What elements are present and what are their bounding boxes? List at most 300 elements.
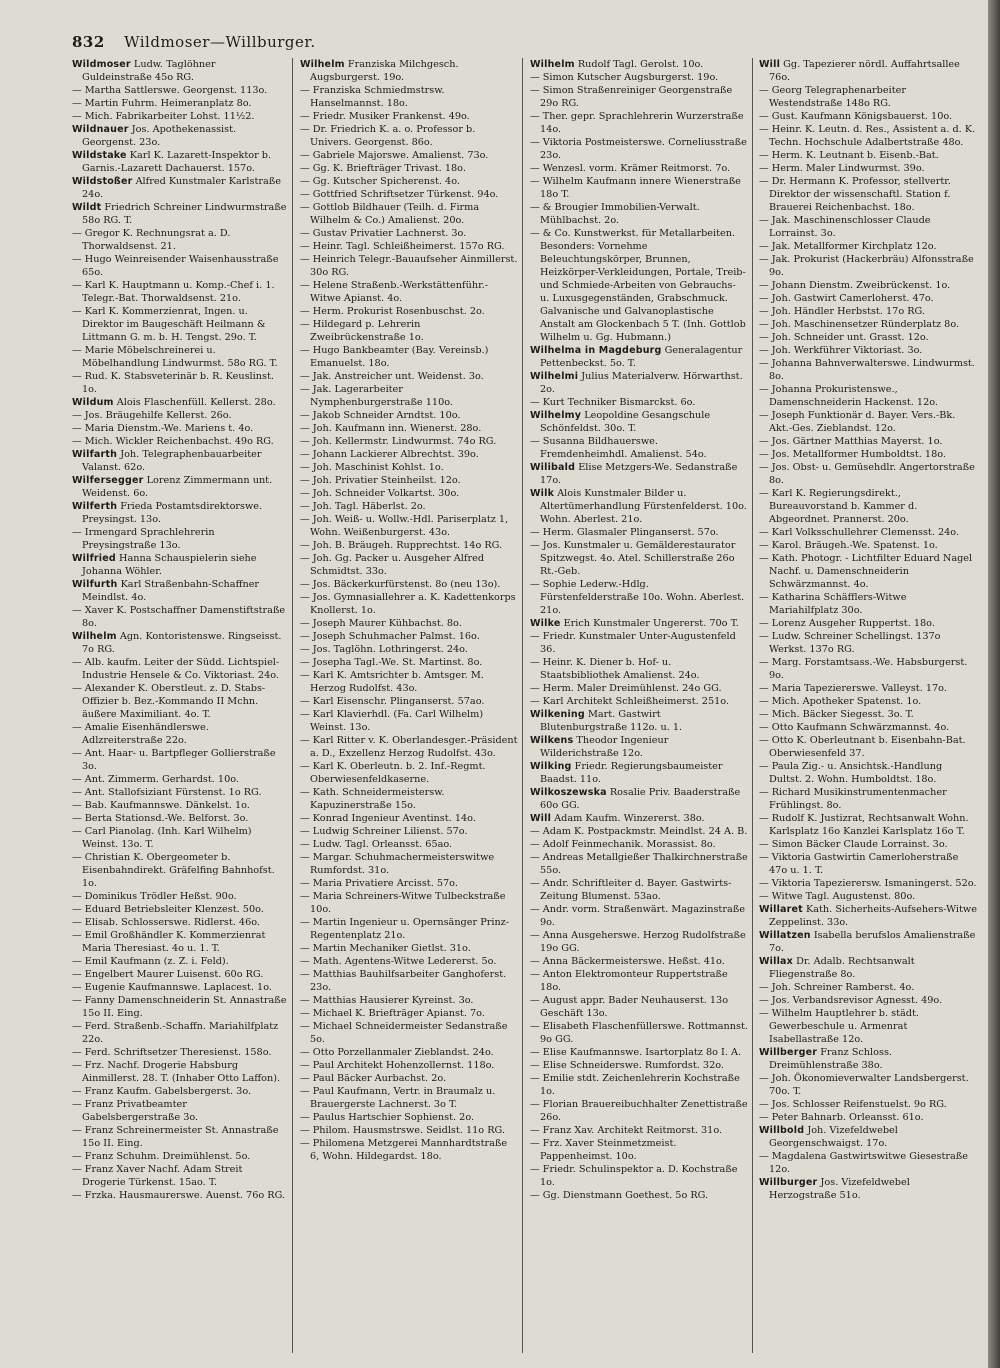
entry-text: — Marie Möbelschreinerei u. Möbelhandlung Lindwurmst. 58o RG. T. [72, 345, 278, 369]
entry-surname: Wilfurth [72, 579, 118, 590]
directory-entry [530, 734, 748, 760]
directory-entry [759, 552, 977, 591]
directory-entry [759, 630, 977, 656]
entry-text: Elise Metzgers-We. Sedanstraße 17o. [540, 462, 738, 486]
directory-entry [530, 1020, 748, 1046]
entry-text: — Johann Lackierer Albrechtst. 39o. [300, 449, 479, 460]
entry-text: — Heinrich Telegr.-Bauaufseher Ainmillerst. 30o RG. [300, 254, 518, 278]
directory-entry [530, 58, 748, 71]
entry-text: — Jos. Taglöhn. Lothringerst. 24o. [300, 644, 468, 655]
directory-entry [300, 448, 518, 461]
directory-entry [759, 903, 977, 929]
entry-text: — Martin Fuhrm. Heimeranplatz 8o. [72, 98, 252, 109]
entry-text: — Hildegard p. Lehrerin Zweibrückenstraße 1o. [300, 319, 424, 343]
directory-entry [72, 578, 287, 604]
directory-entry [300, 240, 518, 253]
directory-entry [72, 981, 287, 994]
entry-text: — Richard Musikinstrumentenmacher Frühlingst. 8o. [759, 787, 947, 811]
entry-surname: Willaret [759, 904, 803, 915]
directory-entry [759, 344, 977, 357]
entry-text: Alfred Kunstmaler Karlstraße 24o. [82, 176, 281, 200]
entry-text: — Gg. K. Briefträger Trivast. 18o. [300, 163, 466, 174]
entry-text: Joh. Vizefeldwebel Georgenschwaigst. 17o. [769, 1125, 898, 1149]
entry-surname: Wilfried [72, 553, 116, 564]
directory-entry [72, 1098, 287, 1124]
directory-entry [530, 708, 748, 734]
directory-entry [759, 110, 977, 123]
entry-text: — Josepha Tagl.-We. St. Martinst. 8o. [300, 657, 483, 668]
entry-text: Agn. Kontoristenswe. Ringseisst. 7o RG. [82, 631, 282, 655]
directory-entry [300, 786, 518, 812]
entry-surname: Willatzen [759, 930, 811, 941]
entry-text: — Matthias Bauhilfsarbeiter Ganghoferst. 23o. [300, 969, 507, 993]
entry-text: — Viktoria Postmeisterswe. Corneliusstraße 23o. [530, 137, 747, 161]
directory-entry [759, 1046, 977, 1072]
entry-text: — Ant. Stallofsiziant Fürstenst. 1o RG. [72, 787, 262, 798]
entry-surname: Will [759, 59, 781, 70]
entry-text: — Philom. Hausmstrswe. Seidlst. 11o RG. [300, 1125, 505, 1136]
entry-text: — Johann Dienstm. Zweibrückenst. 1o. [759, 280, 951, 291]
entry-text: — Karl Volksschullehrer Clemensst. 24o. [759, 527, 960, 538]
directory-entry [530, 1046, 748, 1059]
directory-entry [759, 721, 977, 734]
directory-entry [759, 240, 977, 253]
directory-entry [300, 1007, 518, 1020]
entry-text: — Philomena Metzgerei Mannhardtstraße 6, Wohn. Hildegardst. 18o. [300, 1138, 508, 1162]
directory-entry [300, 1085, 518, 1111]
entry-text: — Lorenz Ausgeher Ruppertst. 18o. [759, 618, 935, 629]
directory-entry [300, 851, 518, 877]
entry-text: — Elisab. Schlosserswe. Ridlerst. 46o. [72, 917, 260, 928]
directory-entry [530, 578, 748, 617]
directory-entry [759, 1098, 977, 1111]
entry-text: — Friedr. Kunstmaler Unter-Augustenfeld 36. [530, 631, 736, 655]
entry-text: — Paula Zig.- u. Ansichtsk.-Handlung Dultst. 2. Wohn. Humboldtst. 18o. [759, 761, 943, 785]
directory-entry [759, 734, 977, 760]
directory-entry [300, 149, 518, 162]
entry-text: — Marg. Forstamtsass.-We. Habsburgerst. 9o. [759, 657, 968, 681]
entry-text: — Mich. Bäcker Siegesst. 3o. T. [759, 709, 914, 720]
directory-entry [530, 1072, 748, 1098]
directory-entry [72, 279, 287, 305]
directory-entry [300, 1124, 518, 1137]
directory-entry [300, 539, 518, 552]
directory-entry [759, 1124, 977, 1150]
directory-entry [300, 1046, 518, 1059]
entry-text: — Dominikus Trödler Heßst. 90o. [72, 891, 237, 902]
directory-entry [300, 513, 518, 539]
entry-text: — Joseph Schuhmacher Palmst. 16o. [300, 631, 480, 642]
entry-text: — Karl K. Regierungsdirekt., Bureauvorstand b. Kammer d. Abgeordnet. Prannerst. 20o. [759, 488, 918, 525]
directory-entry [759, 591, 977, 617]
entry-text: — Johanna Bahnverwalterswe. Lindwurmst. 8o. [759, 358, 975, 382]
entry-surname: Wilfarth [72, 449, 118, 460]
entry-text: — August appr. Bader Neuhauserst. 13o Geschäft 13o. [530, 995, 729, 1019]
entry-text: — Jak. Lagerarbeiter Nymphenburgerstraße 110o. [300, 384, 453, 408]
entry-surname: Wildmoser [72, 59, 131, 70]
directory-entry [72, 682, 287, 721]
directory-entry [72, 97, 287, 110]
directory-entry [759, 448, 977, 461]
directory-entry [530, 409, 748, 435]
entry-surname: Wilhelm [300, 59, 345, 70]
directory-entry [300, 617, 518, 630]
entry-surname: Wildstake [72, 150, 127, 161]
entry-text: — Herm. Prokurist Rosenbuschst. 2o. [300, 306, 485, 317]
entry-text: — Alexander K. Oberstleut. z. D. Stabs-Offizier b. Bez.-Kommando II Mchn. äußere Maximiliant. 4o. T. [72, 683, 266, 720]
entry-text: — Wilhelm Hauptlehrer b. städt. Gewerbeschule u. Armenrat Isabellastraße 12o. [759, 1008, 919, 1045]
entry-surname: Wilkoszewska [530, 787, 607, 798]
entry-text: — Rudolf K. Justizrat, Rechtsanwalt Wohn. Karlsplatz 16o Kanzlei Karlsplatz 16o T. [759, 813, 969, 837]
directory-entry [530, 1163, 748, 1189]
directory-entry [530, 461, 748, 487]
directory-entry [300, 994, 518, 1007]
directory-entry [72, 110, 287, 123]
entry-text: — Gust. Kaufmann Königsbauerst. 10o. [759, 111, 953, 122]
entry-text: — Joh. Maschinist Kohlst. 1o. [300, 462, 444, 473]
entry-text: — Jak. Anstreicher unt. Weidenst. 3o. [300, 371, 484, 382]
directory-entry [530, 201, 748, 227]
directory-entry [300, 812, 518, 825]
directory-entry [300, 877, 518, 890]
directory-entry [530, 84, 748, 110]
directory-entry [300, 201, 518, 227]
entry-surname: Willbold [759, 1125, 805, 1136]
entry-text: — Otto Kaufmann Schwärzmannst. 4o. [759, 722, 950, 733]
entry-text: — Karl K. Amtsrichter b. Amtsger. M. Herzog Rudolfst. 43o. [300, 670, 484, 694]
entry-text: — Jos. Bäckerkurfürstenst. 8o (neu 13o). [300, 579, 501, 590]
directory-entry [530, 903, 748, 929]
directory-entry [300, 188, 518, 201]
entry-text: — Joh. Privatier Steinheilst. 12o. [300, 475, 461, 486]
entry-surname: Wilhelm [72, 631, 117, 642]
entry-text: — Mich. Apotheker Spatenst. 1o. [759, 696, 922, 707]
column-3 [530, 58, 748, 1358]
directory-entry [72, 396, 287, 409]
directory-entry [72, 604, 287, 630]
entry-text: — Jos. Metallformer Humboldtst. 18o. [759, 449, 946, 460]
entry-text: — Joh. B. Bräugeh. Rupprechtst. 14o RG. [300, 540, 503, 551]
directory-entry [759, 435, 977, 448]
entry-text: — Maria Tapeziererswe. Valleyst. 17o. [759, 683, 947, 694]
directory-entry [72, 1150, 287, 1163]
entry-text: Isabella berufslos Amalienstraße 7o. [769, 930, 976, 954]
entry-text: — Johanna Prokuristenswe., Damenschneiderin Hackenst. 12o. [759, 384, 938, 408]
entry-surname: Wilibald [530, 462, 576, 473]
entry-text: — Franz Xaver Nachf. Adam Streit Drogerie Türkenst. 15ao. T. [72, 1164, 243, 1188]
entry-text: — Franz Schreinermeister St. Annastraße 15o II. Eing. [72, 1125, 279, 1149]
directory-entry [300, 110, 518, 123]
directory-entry [759, 461, 977, 487]
directory-entry [759, 1150, 977, 1176]
entry-text: — Jos. Gymnasiallehrer a. K. Kadettenkorps Knollerst. 1o. [300, 592, 516, 616]
entry-text: — Joh. Gastwirt Camerloherst. 47o. [759, 293, 934, 304]
directory-entry [72, 474, 287, 500]
entry-text: — Viktoria Gastwirtin Camerloherstraße 47o u. 1. T. [759, 852, 959, 876]
entry-text: — Otto K. Oberleutnant b. Eisenbahn-Bat. Oberwiesenfeld 37. [759, 735, 966, 759]
page-number: 832 [72, 33, 105, 51]
entry-text: — Frz. Xaver Steinmetzmeist. Pappenheimst. 10o. [530, 1138, 677, 1162]
entry-text: — Gustav Privatier Lachnerst. 3o. [300, 228, 467, 239]
entry-surname: Wilferth [72, 501, 118, 512]
entry-text: — Dr. Hermann K. Professor, stellvertr. Direktor der wissenschaftl. Station f. Brauerei Reichenbachst. 18o. [759, 176, 951, 213]
directory-entry [300, 123, 518, 149]
entry-text: — Maria Schreiners-Witwe Tulbeckstraße 10o. [300, 891, 506, 915]
entry-text: — Simon Bäcker Claude Lorrainst. 3o. [759, 839, 948, 850]
entry-surname: Willberger [759, 1047, 818, 1058]
entry-surname: Wildum [72, 397, 114, 408]
entry-text: — Joh. Gg. Packer u. Ausgeher Alfred Schmidtst. 33o. [300, 553, 485, 577]
directory-entry [530, 1098, 748, 1124]
directory-entry [530, 1189, 748, 1202]
entry-text: — Ant. Zimmerm. Gerhardst. 10o. [72, 774, 240, 785]
directory-entry [300, 162, 518, 175]
entry-text: — Ant. Haar- u. Bartpfleger Gollierstraße 3o. [72, 748, 276, 772]
directory-entry [759, 812, 977, 838]
entry-text: — Carl Pianolag. (Inh. Karl Wilhelm) Weinst. 13o. T. [72, 826, 252, 850]
directory-entry [72, 1046, 287, 1059]
directory-entry [759, 162, 977, 175]
directory-entry [72, 747, 287, 773]
entry-text: — Emil Kaufmann (z. Z. i. Feld). [72, 956, 229, 967]
directory-entry [300, 253, 518, 279]
entry-text: — Gottfried Schriftsetzer Türkenst. 94o. [300, 189, 499, 200]
directory-entry [530, 227, 748, 344]
entry-text: — Anton Elektromonteur Ruppertstraße 18o. [530, 969, 728, 993]
entry-text: — Mich. Wickler Reichenbachst. 49o RG. [72, 436, 274, 447]
entry-text: — Kath. Schneidermeistersw. Kapuzinerstraße 15o. [300, 787, 445, 811]
directory-entry [300, 552, 518, 578]
directory-entry [72, 227, 287, 253]
entry-text: — Gregor K. Rechnungsrat a. D. Thorwaldsenst. 21. [72, 228, 231, 252]
directory-entry [530, 695, 748, 708]
column-divider [752, 58, 753, 1353]
directory-entry [759, 617, 977, 630]
directory-entry [300, 227, 518, 240]
entry-text: — Fanny Damenschneiderin St. Annastraße 15o II. Eing. [72, 995, 287, 1019]
entry-text: — Emil Großhändler K. Kommerzienrat Maria Theresiast. 4o u. 1. T. [72, 930, 266, 954]
entry-text: — Joh. Kaufmann inn. Wienerst. 28o. [300, 423, 482, 434]
directory-entry [72, 370, 287, 396]
entry-text: — Adolf Feinmechanik. Morassist. 8o. [530, 839, 716, 850]
entry-text: Leopoldine Gesangschule Schönfeldst. 30o. T. [540, 410, 711, 434]
directory-entry [72, 773, 287, 786]
entry-text: — Karl K. Oberleutn. b. 2. Inf.-Regmt. Oberwiesenfeldkaserne. [300, 761, 486, 785]
directory-entry [300, 1072, 518, 1085]
directory-entry [759, 409, 977, 435]
entry-text: — Georg Telegraphenarbeiter Westendstraße 148o RG. [759, 85, 906, 109]
entry-text: — Rud. K. Stabsveterinär b. R. Keuslinst. 1o. [72, 371, 274, 395]
directory-entry [300, 1059, 518, 1072]
entry-surname: Wilfersegger [72, 475, 144, 486]
directory-entry [530, 370, 748, 396]
directory-entry [759, 981, 977, 994]
entry-text: — Engelbert Maurer Luisenst. 60o RG. [72, 969, 264, 980]
directory-entry [759, 760, 977, 786]
column-1 [72, 58, 287, 1358]
entry-text: — Margar. Schuhmachermeisterswitwe Rumfordst. 31o. [300, 852, 495, 876]
directory-entry [72, 968, 287, 981]
entry-text: Dr. Adalb. Rechtsanwalt Fliegenstraße 8o. [769, 956, 915, 980]
entry-text: — Michael K. Briefträger Apianst. 7o. [300, 1008, 485, 1019]
entry-text: — Ludw. Schreiner Schellingst. 137o Werkst. 137o RG. [759, 631, 941, 655]
directory-entry [530, 1137, 748, 1163]
directory-entry [300, 1020, 518, 1046]
entry-text: — Heinr. Tagl. Schleißheimerst. 157o RG. [300, 241, 505, 252]
entry-text: Ludw. Taglöhner Guldeinstraße 45o RG. [82, 59, 216, 83]
entry-text: — Jos. Obst- u. Gemüsehdlr. Angertorstraße 8o. [759, 462, 975, 486]
entry-surname: Wildnauer [72, 124, 129, 135]
entry-surname: Wilhelmy [530, 410, 582, 421]
directory-entry [759, 175, 977, 214]
directory-entry [530, 1059, 748, 1072]
entry-text: — Jak. Metallformer Kirchplatz 12o. [759, 241, 937, 252]
directory-entry [759, 851, 977, 877]
directory-entry [72, 552, 287, 578]
entry-text: — Karl K. Hauptmann u. Komp.-Chef i. 1. Telegr.-Bat. Thorwaldsenst. 21o. [72, 280, 275, 304]
directory-entry [530, 968, 748, 994]
directory-entry [300, 669, 518, 695]
entry-text: Joh. Telegraphenbauarbeiter Valanst. 62o. [82, 449, 262, 473]
directory-entry [759, 279, 977, 292]
entry-surname: Wilk [530, 488, 555, 499]
entry-text: — Elise Kaufmannswe. Isartorplatz 8o I. A. [530, 1047, 742, 1058]
directory-entry [300, 656, 518, 669]
entry-text: — Joh. Ökonomieverwalter Landsbergerst. 70o. T. [759, 1073, 969, 1097]
entry-text: — Paul Bäcker Aurbachst. 2o. [300, 1073, 447, 1084]
entry-text: — Xaver K. Postschaffner Damenstiftstraße 8o. [72, 605, 286, 629]
entry-text: — Jos. Schlosser Reifenstuelst. 9o RG. [759, 1099, 947, 1110]
entry-text: Friedr. Regierungsbaumeister Baadst. 11o. [540, 761, 723, 785]
entry-text: Franz Schloss. Dreimühlenstraße 38o. [769, 1047, 892, 1071]
entry-text: — Irmengard Sprachlehrerin Preysingstraße 13o. [72, 527, 215, 551]
directory-entry [72, 500, 287, 526]
entry-text: — Adam K. Postpackmstr. Meindlst. 24 A. B. [530, 826, 748, 837]
running-head: Wildmoser—Willburger. [124, 33, 316, 51]
directory-entry [300, 318, 518, 344]
directory-entry [759, 487, 977, 526]
entry-text: — Elise Schneiderswe. Rumfordst. 32o. [530, 1060, 724, 1071]
directory-entry [530, 1124, 748, 1137]
entry-surname: Wilkening [530, 709, 585, 720]
directory-entry [72, 123, 287, 149]
entry-text: — Herm. K. Leutnant b. Eisenb.-Bat. [759, 150, 939, 161]
entry-text: — Friedr. Musiker Frankenst. 49o. [300, 111, 470, 122]
directory-entry [759, 318, 977, 331]
directory-entry [300, 942, 518, 955]
directory-entry [759, 383, 977, 409]
entry-text: — Helene Straßenb.-Werkstättenführ.-Witwe Apianst. 4o. [300, 280, 489, 304]
directory-entry [530, 825, 748, 838]
entry-text: — Witwe Tagl. Augustenst. 80o. [759, 891, 916, 902]
entry-surname: Wilhelm [530, 59, 575, 70]
directory-entry [300, 825, 518, 838]
entry-text: — Peter Bahnarb. Orleansst. 61o. [759, 1112, 924, 1123]
entry-text: — Amalie Eisenhändlerswe. Adlzreiterstraße 22o. [72, 722, 209, 746]
directory-entry [72, 812, 287, 825]
entry-text: — Jak. Maschinenschlosser Claude Lorrainst. 3o. [759, 215, 931, 239]
directory-entry [759, 656, 977, 682]
directory-entry [759, 994, 977, 1007]
entry-text: — Paulus Hartschier Sophienst. 2o. [300, 1112, 475, 1123]
column-divider [522, 58, 523, 1353]
directory-entry [530, 487, 748, 526]
directory-entry [530, 955, 748, 968]
directory-entry [759, 682, 977, 695]
directory-entry [300, 955, 518, 968]
entry-text: — Heinr. K. Diener b. Hof- u. Staatsbibliothek Amalienst. 24o. [530, 657, 700, 681]
entry-text: — Jos. Kunstmaler u. Gemälderestaurator Spitzwegst. 4o. Atel. Schillerstraße 26o Rt.-Geb. [530, 540, 736, 577]
entry-text: Lorenz Zimmermann unt. Weidenst. 6o. [82, 475, 273, 499]
entry-text: — Andr. vorm. Straßenwärt. Magazinstraße 9o. [530, 904, 745, 928]
entry-text: — Ludw. Tagl. Orleansst. 65ao. [300, 839, 453, 850]
directory-entry [530, 175, 748, 201]
entry-text: — Joh. Schneider Volkartst. 30o. [300, 488, 460, 499]
directory-entry [759, 1007, 977, 1046]
directory-entry [759, 1111, 977, 1124]
entry-text: — Joh. Schreiner Ramberst. 4o. [759, 982, 915, 993]
directory-entry [300, 695, 518, 708]
entry-text: — Franz Xav. Architekt Reitmorst. 31o. [530, 1125, 723, 1136]
entry-text: — Berta Stationsd.-We. Belforst. 3o. [72, 813, 249, 824]
directory-entry [530, 435, 748, 461]
entry-text: — Otto Porzellanmaler Zieblandst. 24o. [300, 1047, 494, 1058]
directory-entry [530, 682, 748, 695]
entry-text: — Susanna Bildhauerswe. Fremdenheimhdl. Amalienst. 54o. [530, 436, 707, 460]
entry-text: Frieda Postamtsdirektorswe. Preysingst. 13o. [82, 501, 263, 525]
page-header [72, 33, 972, 53]
directory-entry [759, 253, 977, 279]
entry-text: — Frzka. Hausmaurerswe. Auenst. 76o RG. [72, 1190, 286, 1201]
directory-entry [759, 526, 977, 539]
directory-entry [72, 253, 287, 279]
directory-entry [72, 955, 287, 968]
directory-entry [300, 578, 518, 591]
entry-text: Adam Kaufm. Winzererst. 38o. [551, 813, 705, 824]
entry-text: — Franz Privatbeamter Gabelsbergerstraße 3o. [72, 1099, 199, 1123]
column-4 [759, 58, 977, 1358]
directory-entry [72, 201, 287, 227]
entry-text: — Kurt Techniker Bismarckst. 6o. [530, 397, 696, 408]
entry-text: — Gottlob Bildhauer (Teilh. d. Firma Wilhelm & Co.) Amalienst. 20o. [300, 202, 480, 226]
directory-entry [72, 1059, 287, 1085]
entry-text: — Bab. Kaufmannswe. Dänkelst. 1o. [72, 800, 250, 811]
directory-entry [300, 1137, 518, 1163]
directory-entry [300, 760, 518, 786]
entry-text: — Jos. Bräugehilfe Kellerst. 26o. [72, 410, 232, 421]
entry-text: — Math. Agentens-Witwe Ledererst. 5o. [300, 956, 497, 967]
directory-entry [72, 409, 287, 422]
entry-text: — Gg. Dienstmann Goethest. 5o RG. [530, 1190, 709, 1201]
entry-text: — Simon Straßenreiniger Georgenstraße 29o RG. [530, 85, 733, 109]
directory-entry [759, 890, 977, 903]
entry-text: — Michael Schneidermeister Sedanstraße 5o. [300, 1021, 508, 1045]
directory-entry [72, 84, 287, 97]
directory-entry [759, 149, 977, 162]
entry-text: — Jos. Verbandsrevisor Agnesst. 49o. [759, 995, 943, 1006]
entry-text: — Paul Architekt Hohenzollernst. 118o. [300, 1060, 495, 1071]
entry-text: — Franziska Schmiedmstrsw. Hanselmannst. 18o. [300, 85, 445, 109]
directory-entry [530, 786, 748, 812]
entry-text: — Maria Privatiere Arcisst. 57o. [300, 878, 458, 889]
directory-entry [759, 929, 977, 955]
entry-text: — Joh. Schneider unt. Grasst. 12o. [759, 332, 929, 343]
directory-entry [72, 1189, 287, 1202]
directory-entry [300, 916, 518, 942]
directory-entry [300, 708, 518, 734]
entry-text: — Joseph Funktionär d. Bayer. Vers.-Bk. Akt.-Ges. Zieblandst. 12o. [759, 410, 956, 434]
directory-entry [530, 877, 748, 903]
